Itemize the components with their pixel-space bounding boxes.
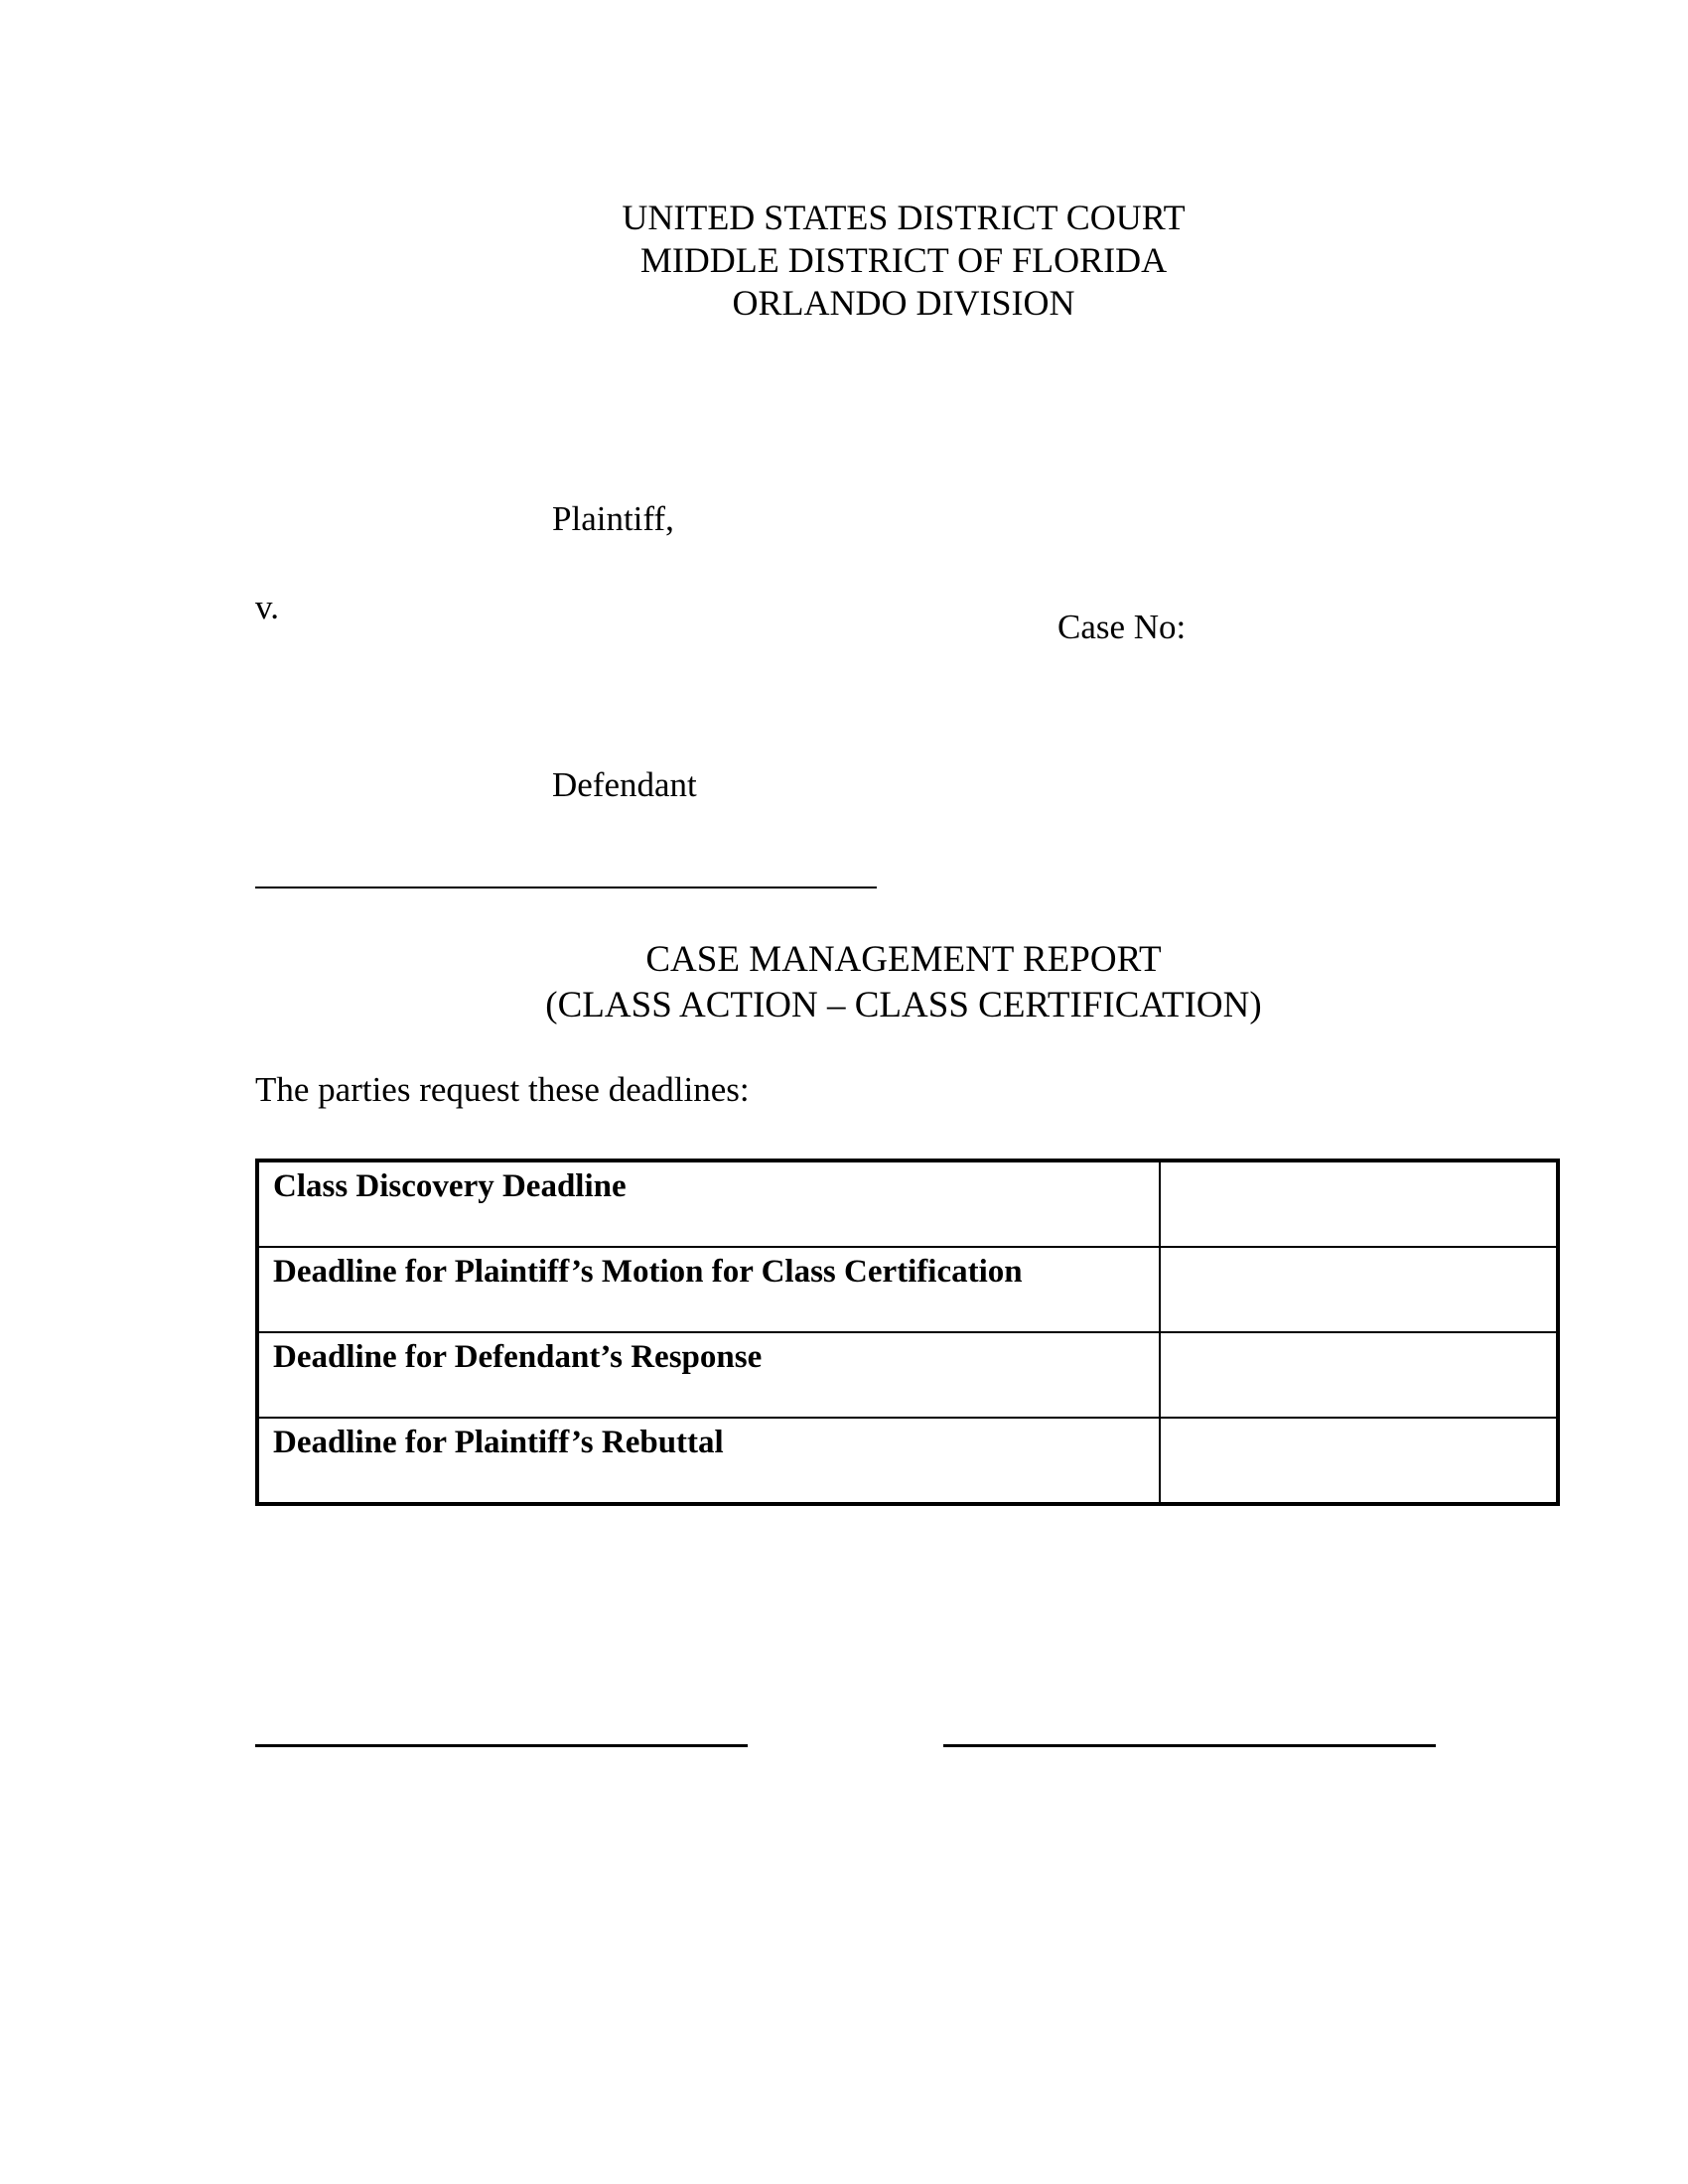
table-row	[257, 1332, 1558, 1418]
deadline-label: Deadline for Defendant’s Response	[257, 1332, 1160, 1418]
signature-line-right	[943, 1744, 1436, 1747]
deadline-value[interactable]	[1160, 1160, 1558, 1247]
report-title-main: CASE MANAGEMENT REPORT	[645, 939, 1162, 980]
defendant-label: Defendant	[552, 765, 697, 804]
table-row	[257, 1247, 1558, 1332]
report-title-sub: (CLASS ACTION – CLASS CERTIFICATION)	[545, 985, 1262, 1025]
plaintiff-label: Plaintiff,	[552, 499, 674, 538]
deadlines-table	[255, 1159, 1560, 1506]
court-division: ORLANDO DIVISION	[732, 283, 1075, 323]
caption-divider	[255, 887, 877, 888]
report-title	[0, 937, 1688, 1028]
deadline-value[interactable]	[1160, 1247, 1558, 1332]
deadline-label: Deadline for Plaintiff’s Rebuttal	[257, 1418, 1160, 1504]
table-row	[257, 1160, 1558, 1247]
case-number-label: Case No:	[1057, 608, 1187, 646]
deadline-value[interactable]	[1160, 1332, 1558, 1418]
court-name: UNITED STATES DISTRICT COURT	[622, 198, 1186, 237]
deadline-value[interactable]	[1160, 1418, 1558, 1504]
deadline-label: Deadline for Plaintiff’s Motion for Class Certification	[257, 1247, 1160, 1332]
court-district: MIDDLE DISTRICT OF FLORIDA	[639, 240, 1168, 280]
intro-text: The parties request these deadlines:	[255, 1070, 750, 1109]
court-heading	[0, 197, 1688, 325]
table-row	[257, 1418, 1558, 1504]
deadline-label: Class Discovery Deadline	[257, 1160, 1160, 1247]
versus-label: v.	[255, 588, 279, 626]
signature-line-left	[255, 1744, 748, 1747]
